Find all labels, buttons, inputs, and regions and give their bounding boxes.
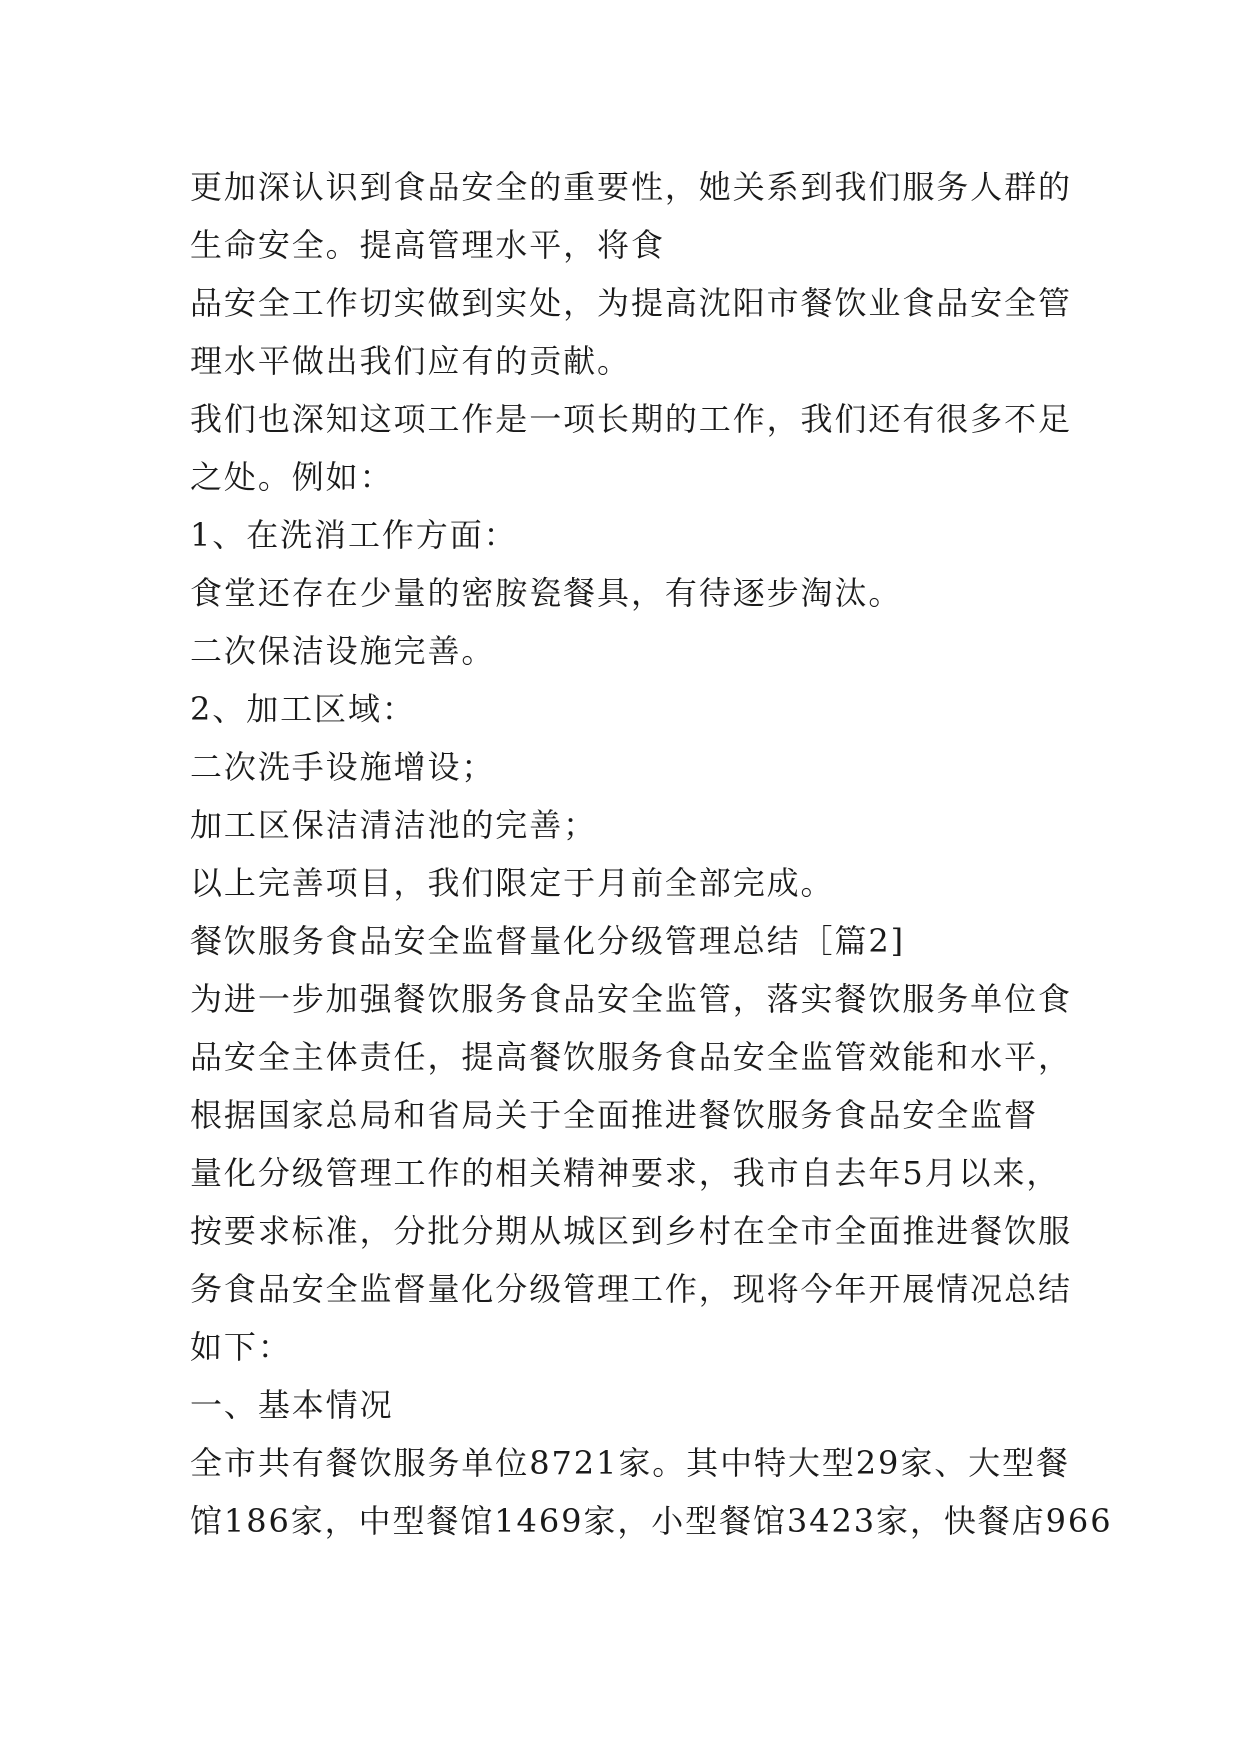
list-item-heading: 2、加工区域： <box>190 690 416 728</box>
text-line: 我们也深知这项工作是一项长期的工作，我们还有很多不足 <box>190 400 1072 438</box>
text-line: 食堂还存在少量的密胺瓷餐具，有待逐步淘汰。 <box>190 574 903 612</box>
text-line: 品安全工作切实做到实处，为提高沈阳市餐饮业食品安全管 <box>190 284 1072 322</box>
text-line: 二次洗手设施增设； <box>190 748 496 786</box>
list-item-heading: 1、在洗消工作方面： <box>190 516 518 554</box>
text-line: 全市共有餐饮服务单位8721家。其中特大型29家、大型餐 <box>190 1444 1070 1482</box>
text-line: 根据国家总局和省局关于全面推进餐饮服务食品安全监督 <box>190 1096 1039 1134</box>
text-line: 加工区保洁清洁池的完善； <box>190 806 598 844</box>
text-line: 馆186家，中型餐馆1469家，小型餐馆3423家，快餐店966 <box>190 1502 1113 1540</box>
section-heading: 一、基本情况 <box>190 1386 394 1424</box>
text-line: 之处。例如： <box>190 458 394 496</box>
text-line: 理水平做出我们应有的贡献。 <box>190 342 631 380</box>
section-title: 餐饮服务食品安全监督量化分级管理总结［篇2] <box>190 922 906 960</box>
text-line: 生命安全。提高管理水平，将食 <box>190 226 665 264</box>
text-line: 务食品安全监督量化分级管理工作，现将今年开展情况总结 <box>190 1270 1072 1308</box>
text-line: 为进一步加强餐饮服务食品安全监管，落实餐饮服务单位食 <box>190 980 1072 1018</box>
text-line: 以上完善项目，我们限定于月前全部完成。 <box>190 864 835 902</box>
text-line: 量化分级管理工作的相关精神要求，我市自去年5月以来， <box>190 1154 1061 1192</box>
text-line: 按要求标准，分批分期从城区到乡村在全市全面推进餐饮服 <box>190 1212 1072 1250</box>
text-line: 二次保洁设施完善。 <box>190 632 496 670</box>
document-body <box>190 158 1113 1550</box>
text-line: 品安全主体责任，提高餐饮服务食品安全监管效能和水平， <box>190 1038 1072 1076</box>
text-line: 如下： <box>190 1328 292 1366</box>
text-line: 更加深认识到食品安全的重要性，她关系到我们服务人群的 <box>190 168 1072 206</box>
